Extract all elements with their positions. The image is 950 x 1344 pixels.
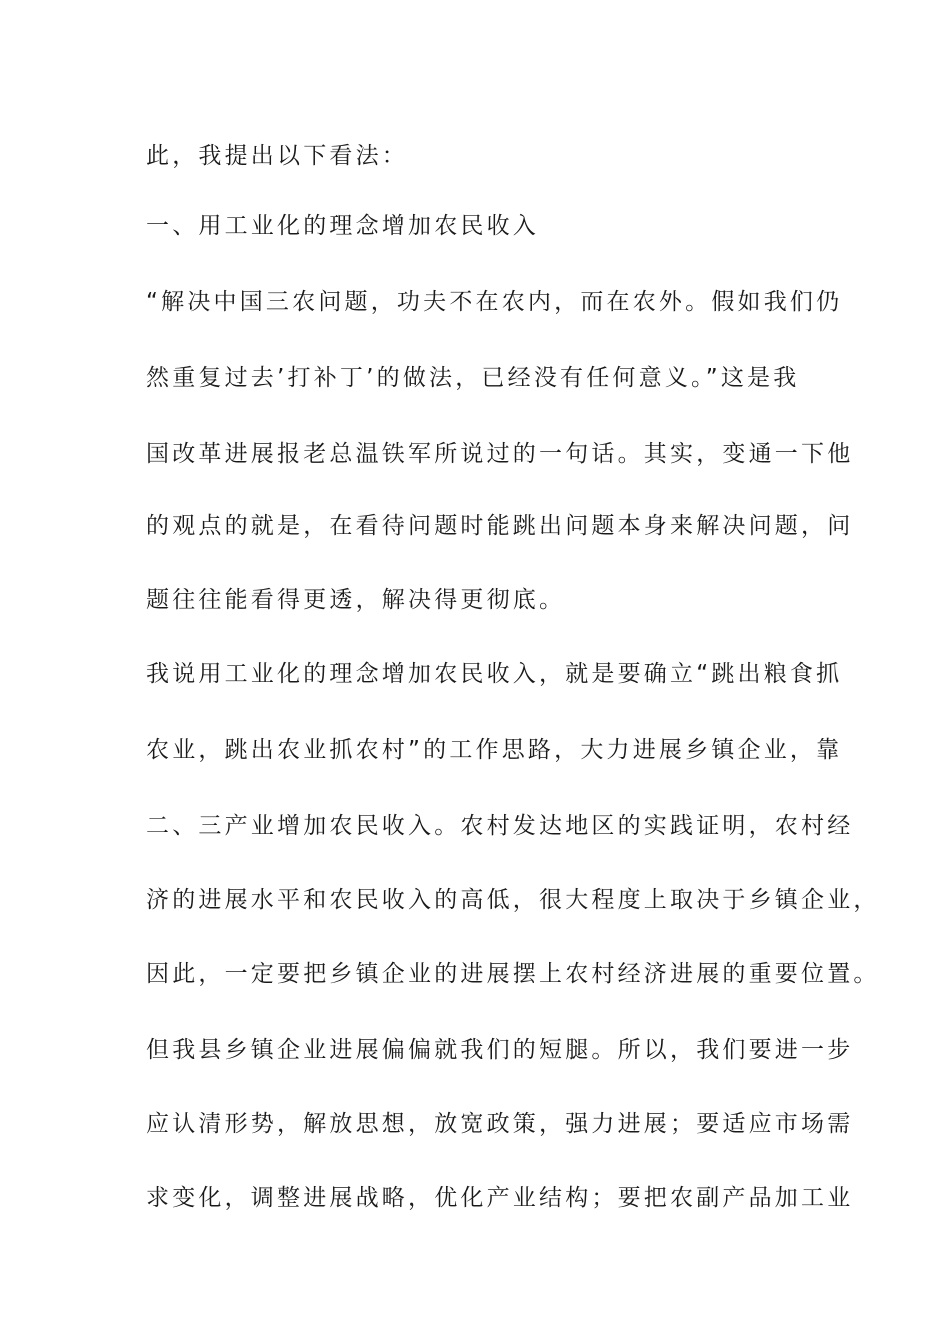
text-line: 济的进展水平和农民收入的高低，很大程度上取决于乡镇企业， [146,887,880,913]
text-line: 的观点的就是，在看待问题时能跳出问题本身来解决问题，问 [146,513,854,539]
text-line: 我说用工业化的理念增加农民收入，就是要确立“跳出粮食抓 [146,661,843,687]
text-line: 二、三产业增加农民收入。农村发达地区的实践证明，农村经 [146,813,854,839]
section-heading: 一、用工业化的理念增加农民收入 [146,213,539,239]
text-line: 求变化，调整进展战略，优化产业结构；要把农副产品加工业 [146,1185,854,1211]
text-line: “解决中国三农问题，功夫不在农内，而在农外。假如我们仍 [146,289,843,315]
text-line: 题往往能看得更透，解决得更彻底。 [146,587,566,613]
text-line: 应认清形势，解放思想，放宽政策，强力进展；要适应市场需 [146,1111,854,1137]
text-line: 国改革进展报老总温铁军所说过的一句话。其实，变通一下他 [146,441,854,467]
text-line: 然重复过去’打补丁’的做法，已经没有任何意义。”这是我 [146,365,800,391]
text-line: 农业，跳出农业抓农村”的工作思路，大力进展乡镇企业，靠 [146,737,843,763]
text-line: 此，我提出以下看法： [146,143,408,169]
text-line: 因此，一定要把乡镇企业的进展摆上农村经济进展的重要位置。 [146,961,880,987]
text-line: 但我县乡镇企业进展偏偏就我们的短腿。所以，我们要进一步 [146,1037,854,1063]
